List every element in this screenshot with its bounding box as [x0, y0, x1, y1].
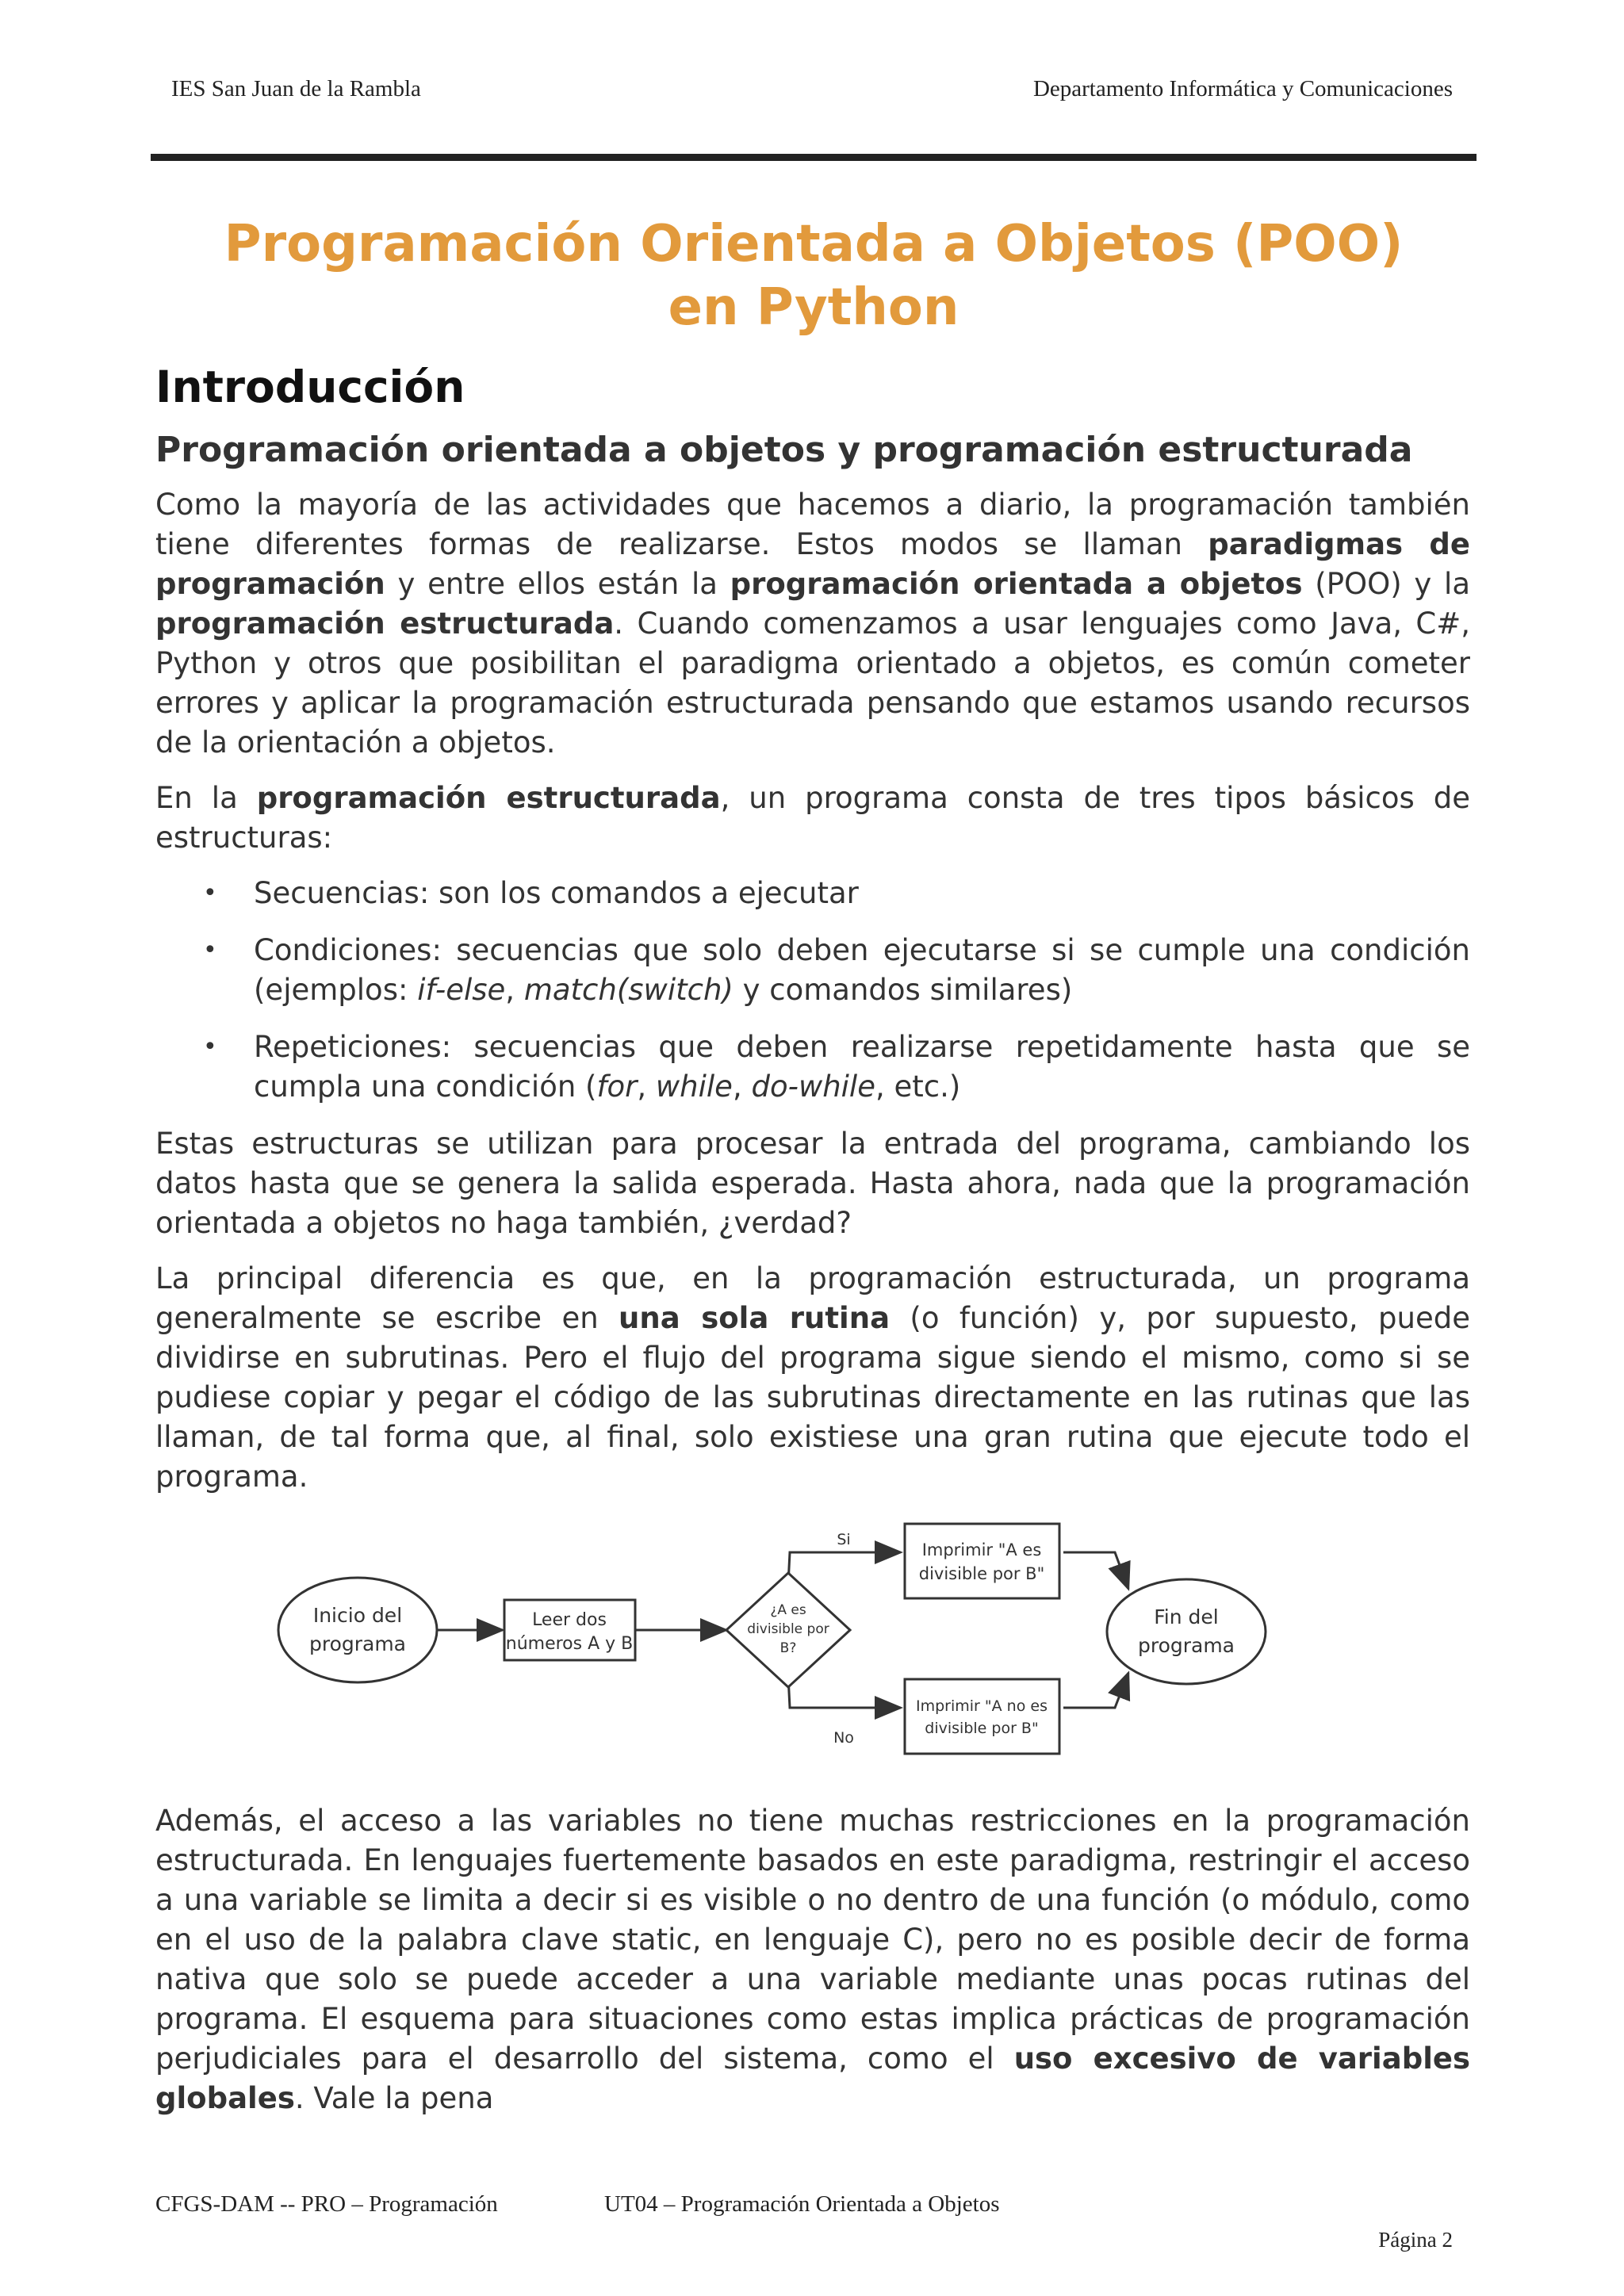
- footer-unit: UT04 – Programación Orientada a Objetos: [604, 2191, 1000, 2217]
- print-no-label-2: divisible por B": [925, 1720, 1039, 1737]
- title-line-1: Programación Orientada a Objetos (POO): [224, 215, 1404, 274]
- item2-text-3: y comandos similares): [733, 973, 1073, 1007]
- header-school: IES San Juan de la Rambla: [171, 76, 421, 101]
- bullet-icon: •: [203, 1033, 217, 1061]
- p4-text-2: (o función) y, por supuesto, puede dividirse en subrutinas. Pero el flujo del programa sigue siendo el mismo, como si se pudiese copiar y pegar el código de las subrutinas directamente en las rutinas que las llaman, de tal forma que, al final, solo existiese una gran rutina que ejecute todo el programa.: [155, 1301, 1470, 1494]
- document-body: [155, 355, 1470, 2134]
- paragraph-3: Estas estructuras se utilizan para procesar la entrada del programa, cambiando los datos hasta que se genera la salida esperada. Hasta ahora, nada que la programación orientada a objetos no haga también, ¿verdad?: [155, 1127, 1470, 1240]
- header-department: Departamento Informática y Comunicaciones: [1032, 76, 1453, 101]
- flowchart-diagram: [274, 1521, 1274, 1774]
- p5-bold-1: uso excesivo de variables globales: [155, 2042, 1470, 2115]
- item2-text-1: Condiciones: secuencias que solo deben ejecutarse si se cumple una condición (ejemplos:: [254, 933, 1470, 1007]
- item3-text-1: Repeticiones: secuencias que deben realizarse repetidamente hasta que se cumpla una condición (: [254, 1030, 1470, 1104]
- page-footer: [155, 2191, 1000, 2218]
- no-branch-label: No: [833, 1729, 854, 1747]
- p5-text-1: Además, el acceso a las variables no tiene muchas restricciones en la programación estructurada. En lenguajes fuertemente basados en este paradigma, restringir el acceso a una variable se limita a decir si es visible o no dentro de una función (o módulo, como en el uso de la palabra clave static, en lenguaje C), pero no es posible decir de forma nativa que solo se puede acceder a una variable mediante unas pocas rutinas del programa. El esquema para situaciones como estas implica prácticas de programación perjudiciales para el desarrollo del sistema, como el: [155, 1804, 1470, 2076]
- bullet-icon: •: [203, 879, 217, 907]
- flow-start-node: [278, 1578, 437, 1682]
- flow-end-node: [1107, 1579, 1266, 1684]
- header-rule: [151, 154, 1477, 161]
- structures-list: [155, 874, 1470, 1107]
- paragraph-5: [155, 1801, 1470, 2118]
- page-header: [171, 76, 1453, 102]
- item3-italic-2: while: [655, 1070, 733, 1104]
- title-line-2: en Python: [668, 278, 959, 337]
- list-item-sequences: [155, 874, 1470, 913]
- end-label-2: programa: [1137, 1634, 1235, 1657]
- p4-text-1: La principal diferencia es que, en la programación estructurada, un programa generalmente se escribe en: [155, 1261, 1470, 1335]
- p4-bold-1: una sola rutina: [619, 1301, 891, 1335]
- p1-text-1: Como la mayoría de las actividades que hacemos a diario, la programación también tiene diferentes formas de realizarse. Estos modos se llaman: [155, 488, 1470, 561]
- p2-text-2: , un programa consta de tres tipos básicos de estructuras:: [155, 781, 1470, 855]
- p1-bold-1: paradigmas de programación: [155, 527, 1471, 601]
- print-no-label-1: Imprimir "A no es: [916, 1697, 1048, 1715]
- item2-italic-2: match(switch): [523, 973, 733, 1007]
- p2-bold-1: programación estructurada: [256, 781, 721, 815]
- print-yes-label-1: Imprimir "A es: [921, 1540, 1042, 1559]
- p1-bold-2: programación orientada a objetos: [730, 567, 1303, 601]
- p1-text-2: y entre ellos están la: [385, 567, 730, 601]
- footer-course: CFGS-DAM -- PRO – Programación: [155, 2191, 498, 2217]
- list-item-conditions: [155, 931, 1470, 1010]
- p1-text-3: (POO) y la: [1302, 567, 1470, 601]
- subsection-heading: Programación orientada a objetos y programación estructurada: [155, 430, 1413, 470]
- item3-text-3: ,: [732, 1070, 752, 1104]
- flow-print-no-node: [905, 1679, 1059, 1754]
- start-label-1: Inicio del: [312, 1604, 403, 1627]
- item3-italic-3: do-while: [751, 1070, 875, 1104]
- section-heading: Introducción: [155, 362, 465, 412]
- list-item-1-text: Secuencias: son los comandos a ejecutar: [254, 876, 859, 910]
- p5-text-2: . Vale la pena: [294, 2081, 494, 2115]
- p2-text-1: En la: [155, 781, 257, 815]
- end-label-1: Fin del: [1154, 1605, 1219, 1628]
- yes-branch-label: Si: [837, 1531, 851, 1548]
- item3-text-4: , etc.): [875, 1070, 961, 1104]
- page-number: Página 2: [1378, 2228, 1453, 2252]
- decision-label-1: ¿A es: [770, 1602, 806, 1618]
- print-yes-label-2: divisible por B": [918, 1564, 1045, 1583]
- item2-italic-1: if-else: [417, 973, 506, 1007]
- p1-bold-3: programación estructurada: [155, 607, 615, 641]
- list-item-repetitions: [155, 1027, 1470, 1107]
- item3-italic-1: for: [596, 1070, 638, 1104]
- document-title: [151, 212, 1477, 339]
- paragraph-1: [155, 485, 1470, 763]
- read-label-1: Leer dos: [532, 1610, 607, 1630]
- p1-text-4: . Cuando comenzamos a usar lenguajes como Java, C#, Python y otros que posibilitan el paradigma orientado a objetos, es común cometer errores y aplicar la programación estructurada pensando que estamos usando recursos de la orientación a objetos.: [155, 607, 1470, 760]
- paragraph-4: [155, 1259, 1470, 1497]
- flow-print-yes-node: [905, 1524, 1059, 1598]
- read-label-2: números A y B: [505, 1634, 634, 1654]
- decision-label-2: divisible por: [747, 1621, 829, 1637]
- item2-text-2: ,: [505, 973, 524, 1007]
- bullet-icon: •: [203, 936, 217, 964]
- decision-label-3: B?: [779, 1640, 797, 1656]
- paragraph-2: [155, 779, 1470, 858]
- start-label-2: programa: [308, 1632, 407, 1655]
- item3-text-2: ,: [637, 1070, 656, 1104]
